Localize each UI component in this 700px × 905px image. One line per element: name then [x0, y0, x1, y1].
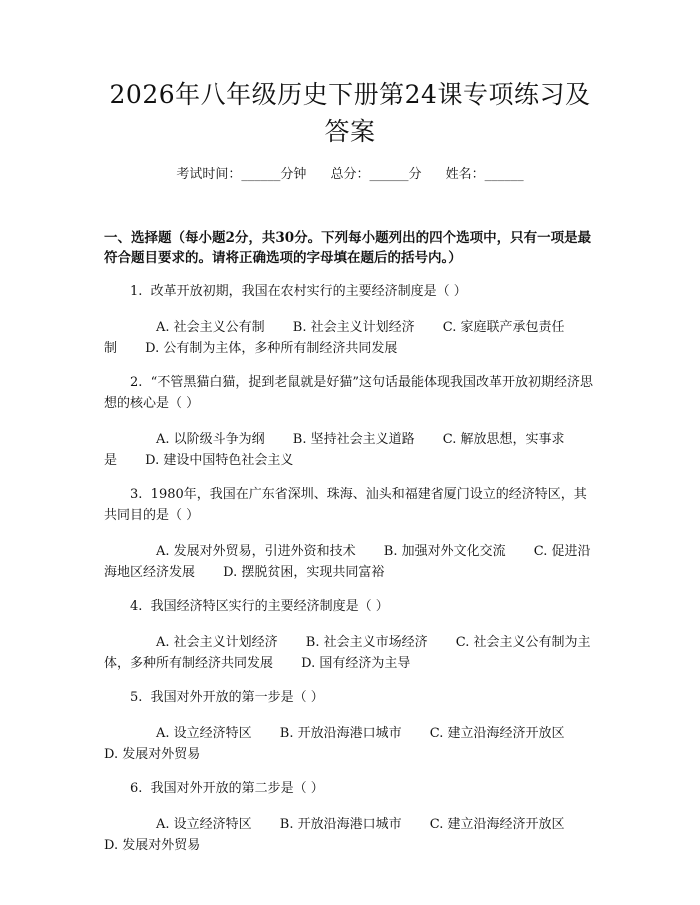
question-options	[104, 541, 596, 583]
option-c: C. 家庭联产承包责任制	[104, 320, 565, 356]
option-d: D. 公有制为主体，多种所有制经济共同发展	[145, 341, 398, 356]
option-b: B. 坚持社会主义道路	[292, 432, 415, 447]
question-stem: 2. “不管黑猫白猫，捉到老鼠就是好猫”这句话最能体现我国改革开放初期经济思想的核心是（ ）	[104, 375, 593, 411]
exam-time-field: 考试时间：______分钟	[176, 167, 307, 182]
option-c: C. 社会主义公有制为主体，多种所有制经济共同发展	[104, 635, 591, 671]
option-d: D. 摆脱贫困，实现共同富裕	[223, 565, 385, 580]
option-a: A. 设立经济特区	[156, 817, 252, 832]
question-1	[104, 281, 596, 359]
option-a: A. 以阶级斗争为纲	[156, 432, 265, 447]
question-stem: 1. 改革开放初期，我国在农村实行的主要经济制度是（ ）	[130, 284, 467, 299]
option-d: D. 国有经济为主导	[301, 656, 411, 671]
option-d: D. 建设中国特色社会主义	[145, 453, 294, 468]
option-a: A. 发展对外贸易，引进外资和技术	[156, 544, 356, 559]
total-score-field: 总分：______分	[330, 167, 422, 182]
question-options	[104, 429, 596, 471]
question-2	[104, 372, 596, 471]
option-d: D. 发展对外贸易	[104, 838, 201, 853]
option-c: C. 建立沿海经济开放区	[429, 726, 565, 741]
option-b: B. 加强对外文化交流	[383, 544, 506, 559]
option-c: C. 解放思想，实事求是	[104, 432, 565, 468]
option-c: C. 促进沿海地区经济发展	[104, 544, 591, 580]
option-c: C. 建立沿海经济开放区	[429, 817, 565, 832]
question-stem: 3. 1980年，我国在广东省深圳、珠海、汕头和福建省厦门设立的经济特区，其共同目的是（ ）	[104, 487, 587, 523]
option-a: A. 社会主义计划经济	[156, 635, 278, 650]
question-3	[104, 484, 596, 583]
option-b: B. 开放沿海港口城市	[279, 817, 402, 832]
question-options	[104, 723, 596, 765]
option-a: A. 设立经济特区	[156, 726, 252, 741]
document-title: 2026年八年级历史下册第24课专项练习及答案	[109, 80, 591, 146]
section-heading: 一、选择题（每小题2分，共30分。下列每小题列出的四个选项中，只有一项是最符合题目要求的。请将正确选项的字母填在题后的括号内。）	[104, 230, 592, 266]
question-list	[104, 281, 596, 856]
option-b: B. 社会主义计划经济	[292, 320, 415, 335]
question-stem: 4. 我国经济特区实行的主要经济制度是（ ）	[130, 599, 389, 614]
question-6	[104, 778, 596, 856]
question-4	[104, 596, 596, 674]
option-a: A. 社会主义公有制	[156, 320, 265, 335]
question-stem: 6. 我国对外开放的第二步是（ ）	[130, 781, 324, 796]
question-options	[104, 317, 596, 359]
question-5	[104, 687, 596, 765]
question-stem: 5. 我国对外开放的第一步是（ ）	[130, 690, 324, 705]
option-b: B. 社会主义市场经济	[305, 635, 428, 650]
question-options	[104, 814, 596, 856]
student-name-field: 姓名：______	[445, 167, 524, 182]
question-options	[104, 632, 596, 674]
option-d: D. 发展对外贸易	[104, 747, 201, 762]
option-b: B. 开放沿海港口城市	[279, 726, 402, 741]
exam-info	[104, 165, 596, 185]
